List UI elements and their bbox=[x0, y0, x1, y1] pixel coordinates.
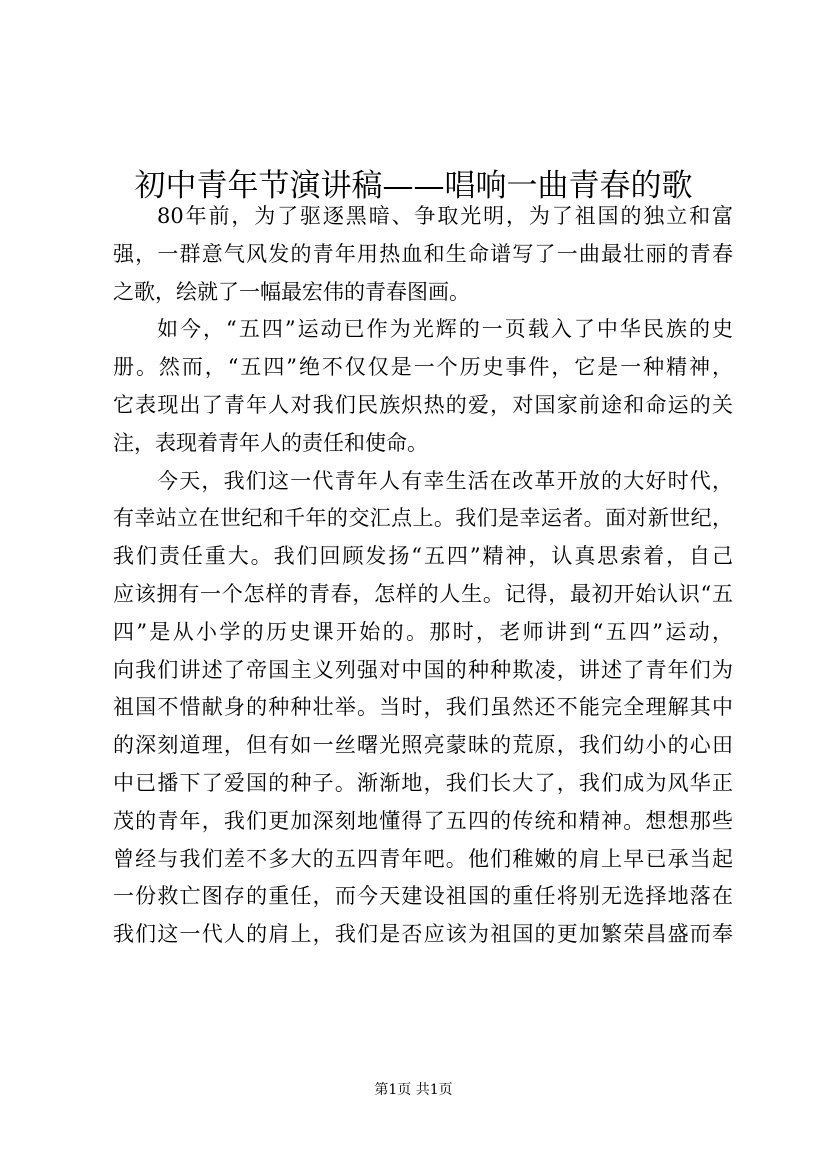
page-footer: 第1页 共1页 bbox=[374, 1082, 453, 1098]
text-line: 它表现出了青年人对我们民族炽热的爱，对国家前途和命运的关 bbox=[113, 392, 733, 417]
page-title: 初中青年节演讲稿——唱响一曲青春的歌 bbox=[134, 167, 693, 204]
text-line: 册。然而，“五四”绝不仅仅是一个历史事件，它是一种精神， bbox=[113, 355, 733, 380]
text-line: 注，表现着青年人的责任和使命。 bbox=[113, 430, 428, 455]
body-text bbox=[113, 198, 733, 954]
text-line: 中已播下了爱国的种子。渐渐地，我们长大了，我们成为风华正 bbox=[113, 770, 733, 795]
text-line: 如今，“五四”运动已作为光辉的一页载入了中华民族的史 bbox=[157, 317, 733, 342]
text-line: 一份救亡图存的重任，而今天建设祖国的重任将别无选择地落在 bbox=[113, 884, 733, 909]
text-line: 之歌，绘就了一幅最宏伟的青春图画。 bbox=[113, 279, 470, 304]
text-line: 80年前，为了驱逐黑暗、争取光明，为了祖国的独立和富 bbox=[157, 204, 733, 228]
text-line: 今天，我们这一代青年人有幸生活在改革开放的大好时代， bbox=[157, 468, 733, 493]
text-line: 祖国不惜献身的种种壮举。当时，我们虽然还不能完全理解其中 bbox=[113, 695, 733, 720]
text-line: 茂的青年，我们更加深刻地懂得了五四的传统和精神。想想那些 bbox=[113, 808, 733, 833]
text-line: 四”是从小学的历史课开始的。那时，老师讲到“五四”运动， bbox=[113, 619, 733, 644]
text-line: 的深刻道理，但有如一丝曙光照亮蒙昧的荒原，我们幼小的心田 bbox=[113, 733, 733, 758]
text-line: 我们责任重大。我们回顾发扬“五四”精神，认真思索着，自己 bbox=[113, 544, 733, 569]
text-line: 应该拥有一个怎样的青春，怎样的人生。记得，最初开始认识“五 bbox=[113, 581, 733, 606]
text-line: 向我们讲述了帝国主义列强对中国的种种欺凌，讲述了青年们为 bbox=[113, 657, 733, 682]
text-line: 强，一群意气风发的青年用热血和生命谱写了一曲最壮丽的青春 bbox=[113, 241, 733, 266]
text-line: 我们这一代人的肩上，我们是否应该为祖国的更加繁荣昌盛而奉 bbox=[113, 922, 733, 947]
text-line: 曾经与我们差不多大的五四青年吧。他们稚嫩的肩上早已承当起 bbox=[113, 846, 733, 871]
text-line: 有幸站立在世纪和千年的交汇点上。我们是幸运者。面对新世纪， bbox=[113, 506, 733, 531]
